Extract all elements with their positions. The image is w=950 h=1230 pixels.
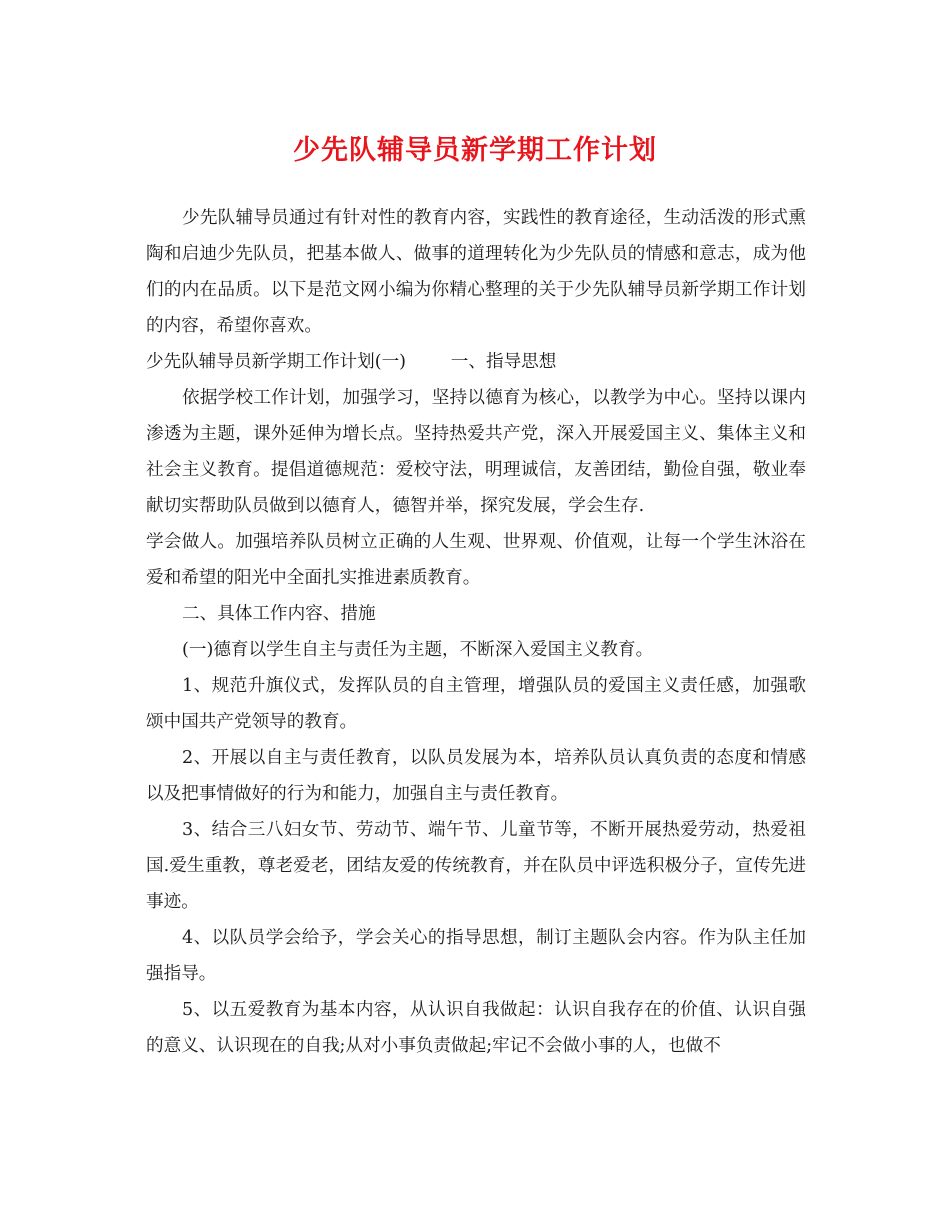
list-item-3: 3、结合三八妇女节、劳动节、端午节、儿童节等，不断开展热爱劳动，热爱祖国.爱生重教，尊老爱老，团结友爱的传统教育，并在队员中评选积极分子，宣传先进事迹。 <box>146 820 806 912</box>
guiding-thought-paragraph: 依据学校工作计划，加强学习，坚持以德育为核心，以教学为中心。坚持以课内渗透为主题，课外延伸为增长点。坚持热爱共产党，深入开展爱国主义、集体主义和社会主义教育。提倡道德规范：爱校守法，明理诚信，友善团结，勤俭自强，敬业奉献切实帮助队员做到以德育人，德智并举，探究发展，学会生存. <box>146 388 806 516</box>
section-two-heading: 二、具体工作内容、措施 <box>182 604 376 624</box>
list-item-1: 1、规范升旗仪式，发挥队员的自主管理，增强队员的爱国主义责任感，加强歌颂中国共产党领导的教育。 <box>146 676 806 732</box>
document-body <box>146 200 806 1064</box>
list-item-2: 2、开展以自主与责任教育，以队员发展为本，培养队员认真负责的态度和情感以及把事情做好的行为和能力，加强自主与责任教育。 <box>146 748 806 804</box>
guiding-thought-continuation: 学会做人。加强培养队员树立正确的人生观、世界观、价值观，让每一个学生沐浴在爱和希望的阳光中全面扎实推进素质教育。 <box>146 532 806 588</box>
list-item-5: 5、以五爱教育为基本内容，从认识自我做起：认识自我存在的价值、认识自强的意义、认识现在的自我;从对小事负责做起;牢记不会做小事的人，也做不 <box>146 1000 806 1056</box>
intro-paragraph: 少先队辅导员通过有针对性的教育内容，实践性的教育途径，生动活泼的形式熏陶和启迪少先队员，把基本做人、做事的道理转化为少先队员的情感和意志，成为他们的内在品质。以下是范文网小编为你精心整理的关于少先队辅导员新学期工作计划的内容，希望你喜欢。 <box>146 208 806 336</box>
page-title: 少先队辅导员新学期工作计划 <box>293 135 657 166</box>
list-item-4: 4、以队员学会给予，学会关心的指导思想，制订主题队会内容。作为队主任加强指导。 <box>146 928 806 984</box>
plan-subtitle-line: 少先队辅导员新学期工作计划(一) 一、指导思想 <box>146 352 557 372</box>
subsection-one-heading: (一)德育以学生自主与责任为主题，不断深入爱国主义教育。 <box>182 640 654 660</box>
